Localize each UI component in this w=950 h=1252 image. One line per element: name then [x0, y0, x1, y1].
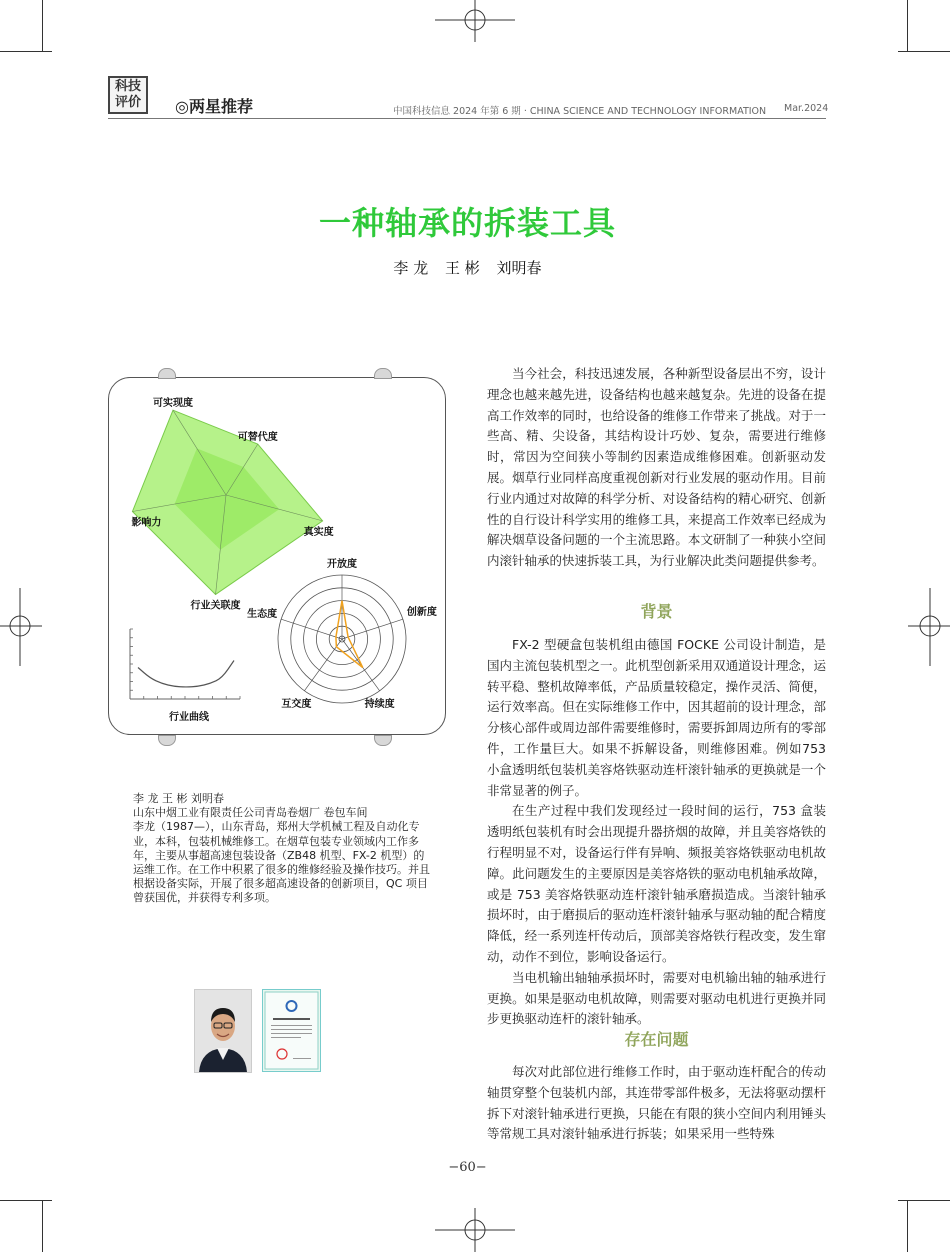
journal-info: 中国科技信息 2024 年第 6 期 · CHINA SCIENCE AND TECHNOLOGY INFORMATION [393, 106, 767, 117]
author-photo [194, 989, 252, 1073]
page-number: −60− [448, 1160, 487, 1175]
article-authors [0, 257, 935, 278]
section-heading-problems: 存在问题 [624, 1030, 689, 1049]
curve-series-line [138, 661, 234, 687]
header-divider [108, 118, 826, 119]
journal-logo [108, 76, 148, 114]
bio-names: 李 龙 王 彬 刘明春 [133, 792, 224, 805]
section-background-text [487, 635, 826, 1030]
bio-affiliation: 山东中烟工业有限责任公司青岛卷烟厂 卷包车间 [133, 806, 368, 820]
curve-label: 行业曲线 [169, 712, 209, 723]
polar-series-line [336, 601, 363, 668]
polar-axis-label: 生态度 [247, 609, 278, 621]
author-name: 刘明春 [496, 259, 542, 277]
polar-spoke [342, 619, 403, 639]
body-paragraph: FX-2 型硬盒包装机组由德国 FOCKE 公司设计制造，是国内主流包装机型之一。此机型创新采用双通道设计理念，运转平稳、整机故障率低，产品质量较稳定，操作灵活、简便，运行效率高。但在实际维修工作中，因其超前的设计理念，部分核心部件或周边部件需要维修时，需要拆卸周边所有的零部件，工作量巨大。如果不拆解设备，则维修困难。例如753 小盒透明纸包装机美容烙铁驱动连杆滚针轴承的更换就是一个非常显著的例子。 [487, 637, 826, 798]
radar-axis-label: 真实度 [303, 526, 334, 538]
journal-date: Mar.2024 [784, 103, 829, 114]
logo-line2: 评价 [114, 95, 141, 110]
body-paragraph: 当今社会，科技迅速发展，各种新型设备层出不穷，设计理念也越来越先进，设备结构也越来越复杂。先进的设备在提高工作效率的同时，也给设备的维修工作带来了挑战。对于一些高、精、尖设备，其结构设计巧妙、复杂，需要进行维修时，常因为空间狭小等制约因素造成维修困难。创新驱动发展。烟草行业同样高度重视创新对行业发展的驱动作用。目前行业内通过对故障的科学分析、对设备结构的精心研究、创新性的自行设计科学实用的维修工具，来提高工作效率已经成为解决烟草设备问题的一个主流思路。本文研制了一种狭小空间内滚针轴承的快速拆装工具，为行业解决此类问题提供参考。 [487, 366, 826, 569]
polar-axis-label: 开放度 [327, 559, 357, 570]
body-paragraph: 每次对此部位进行维修工作时，由于驱动连杆配合的传动轴贯穿整个包装机内部，其连带零部件极多，无法将驱动摆杆拆下对滚针轴承进行更换，只能在有限的狭小空间内利用锤头等常规工具对滚针轴承进行拆装；如果采用一些特殊 [487, 1064, 826, 1142]
article-title: 一种轴承的拆装工具 [318, 204, 616, 242]
section-problems-text [487, 1062, 826, 1145]
radar-axis-label: 可实现度 [153, 398, 194, 410]
body-paragraph: 在生产过程中我们发现经过一段时间的运行，753 盒装透明纸包装机有时会出现提升器挤烟的故障，并且美容烙铁的行程明显不对，设备运行伴有异响、频报美容烙铁驱动电机故障。此问题发生的主要原因是美容烙铁的驱动电机轴承故障，或是 753 美容烙铁驱动连杆滚针轴承磨损造成。当滚针轴承损坏时，由于磨损后的驱动连杆滚针轴承与驱动轴的配合精度降低，经一系列连杆传动后，顶部美容烙铁行程改变，发生窜动，动作不到位，影响设备运行。 [487, 803, 826, 964]
polar-axis-label: 持续度 [364, 698, 395, 710]
certificate-image [262, 989, 321, 1072]
polar-axis-label: 创新度 [406, 607, 437, 619]
author-bio [133, 792, 433, 906]
radar-axis-label: 行业关联度 [190, 600, 241, 612]
author-name: 李 龙 [393, 259, 429, 277]
author-name: 王 彬 [444, 259, 480, 277]
column-tag: ◎两星推荐 [175, 97, 253, 116]
intro-paragraph [487, 364, 826, 572]
logo-line1: 科技 [114, 79, 141, 94]
section-heading-background: 背景 [640, 602, 673, 621]
radar-axis-label: 可替代度 [237, 432, 278, 444]
polar-axis-label: 互交度 [281, 698, 312, 710]
evaluation-charts [108, 377, 446, 735]
radar-axis-label: 影响力 [131, 517, 162, 529]
bio-description: 李龙（1987—），山东青岛，郑州大学机械工程及自动化专业，本科，包装机械维修工。在烟草包装专业领域内工作多年，主要从事超高速包装设备（ZB48 机型、FX-2 机型）的运维工作。在工作中积累了很多的维修经验及操作技巧。并且根据设备实际，开展了很多超高速设备的创新项目，QC 项目曾获国优，并获得专利多项。 [133, 820, 430, 905]
polar-spoke [281, 619, 342, 639]
body-paragraph: 当电机输出轴轴承损坏时，需要对电机输出轴的轴承进行更换。如果是驱动电机故障，则需要对驱动电机进行更换并同步更换驱动连杆的滚针轴承。 [487, 969, 826, 1027]
